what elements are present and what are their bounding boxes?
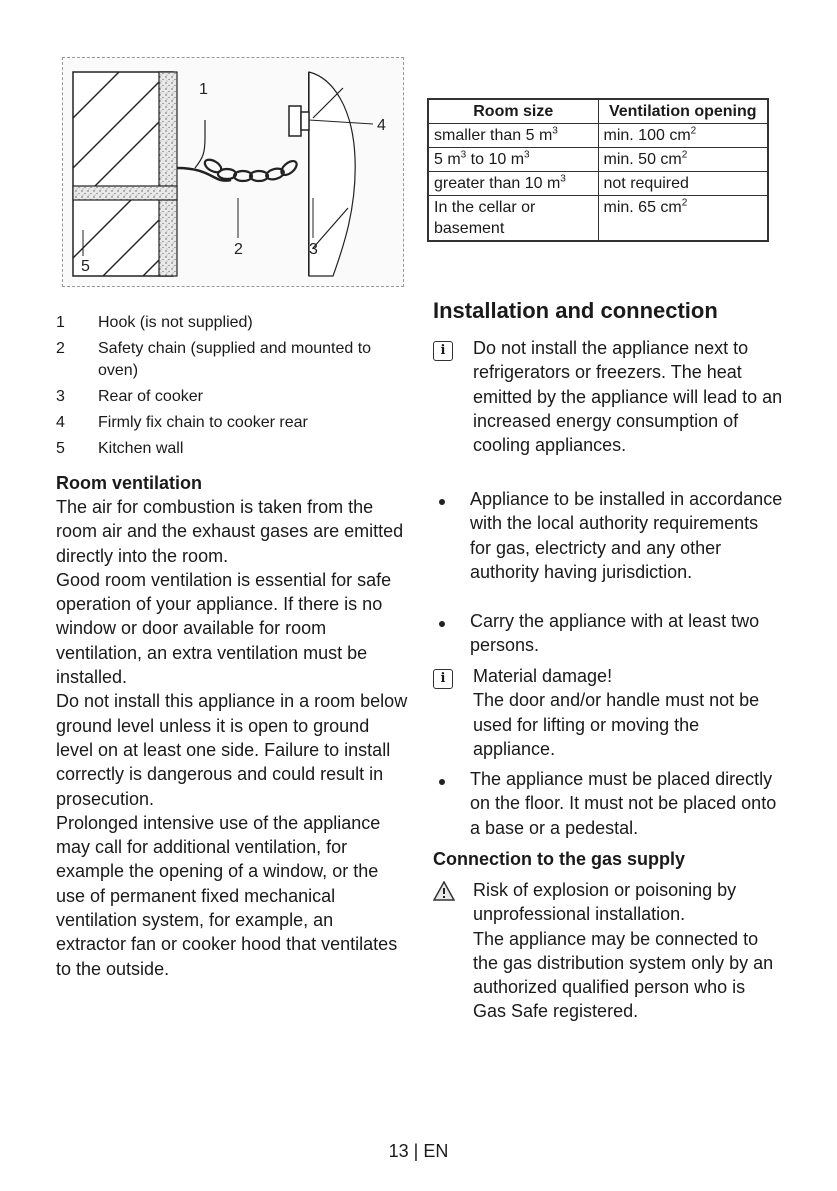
ventilation-table bbox=[427, 98, 769, 242]
table-cell: greater than 10 $m^3$ bbox=[428, 172, 598, 196]
table-row bbox=[428, 172, 768, 196]
table-cell: In the cellar or basement bbox=[428, 196, 598, 242]
info-icon: i bbox=[433, 669, 453, 689]
wall-chain-illustration bbox=[63, 58, 403, 286]
table-row bbox=[428, 196, 768, 242]
column-header: Room size bbox=[428, 99, 598, 124]
installation-heading: Installation and connection bbox=[433, 298, 718, 323]
legend-item: 4 Firmly fix chain to cooker rear bbox=[56, 414, 308, 431]
table-cell: min. 50 $cm^2$ bbox=[598, 148, 768, 172]
column-header: Ventilation opening bbox=[598, 99, 768, 124]
info-icon: i bbox=[433, 341, 453, 361]
bullet-item: Carry the appliance with at least two persons. bbox=[433, 609, 783, 658]
table-header-row bbox=[428, 99, 768, 124]
bullet-icon bbox=[439, 499, 445, 505]
cooker-rear-shape bbox=[289, 72, 373, 276]
room-ventilation-section bbox=[56, 471, 408, 981]
callout-5: 5 bbox=[81, 258, 90, 275]
paragraph: Good room ventilation is essential for safe operation of your appliance. If there is no window or door available for room ventilation, an extra ventilation must be installed. bbox=[56, 569, 392, 688]
callout-4: 4 bbox=[377, 117, 386, 134]
legend-item: 5 Kitchen wall bbox=[56, 440, 184, 457]
bullet-item: Appliance to be installed in accordance with the local authority requirements for gas, electricty and any other authority having jurisdiction. bbox=[433, 487, 783, 584]
table-cell: min. 65 $cm^2$ bbox=[598, 196, 768, 242]
gas-connection-heading: Connection to the gas supply bbox=[433, 849, 686, 869]
table-cell: min. 100 $cm^2$ bbox=[598, 124, 768, 148]
room-ventilation-heading: Room ventilation bbox=[56, 473, 203, 493]
paragraph: Do not install this appliance in a room below ground level unless it is open to ground level on at least one side. Failure to install correctly is dangerous and could result in prosecution. bbox=[56, 691, 408, 809]
table-cell: smaller than 5 $m^3$ bbox=[428, 124, 598, 148]
paragraph: Prolonged intensive use of the appliance may call for additional ventilation, for example the opening of a window, or the use of permanent fixed mechanical ventilation system, for example, an extractor fan or cooker hood that ventilates to the outside. bbox=[56, 812, 398, 979]
table-row bbox=[428, 148, 768, 172]
legend-item: 3 Rear of cooker bbox=[56, 388, 203, 405]
info-note: i Do not install the appliance next to refrigerators or freezers. The heat emitted by the appliance will lead to an increased energy consumption of cooling appliances. bbox=[433, 336, 783, 457]
info-note: i Material damage! The door and/or handle must not be used for lifting or moving the appliance. bbox=[433, 664, 783, 761]
kitchen-wall-shape bbox=[73, 72, 177, 276]
bullet-icon bbox=[439, 621, 445, 627]
table-cell: 5 $m^3$ to 10 $m^3$ bbox=[428, 148, 598, 172]
warning-triangle-icon bbox=[433, 881, 455, 901]
bullet-icon bbox=[439, 779, 445, 785]
legend-item: 2 Safety chain (supplied and mounted to oven) bbox=[56, 340, 372, 379]
callout-1: 1 bbox=[199, 81, 208, 98]
figure-legend bbox=[56, 312, 406, 464]
legend-item: 1 Hook (is not supplied) bbox=[56, 314, 253, 331]
paragraph: The air for combustion is taken from the room air and the exhaust gases are emitted directly into the room. bbox=[56, 497, 404, 566]
callout-3: 3 bbox=[309, 241, 318, 258]
chain-installation-figure bbox=[62, 57, 404, 287]
callout-2: 2 bbox=[234, 241, 243, 258]
table-row bbox=[428, 124, 768, 148]
table-cell: not required bbox=[598, 172, 768, 196]
warning-note: Risk of explosion or poisoning by unprofessional installation. The appliance may be connected to the gas distribution system only by an authorized qualified person who is Gas Safe registered. bbox=[433, 878, 783, 1024]
page-number: 13 | EN bbox=[388, 1141, 449, 1161]
bullet-item: The appliance must be placed directly on the floor. It must not be placed onto a base or a pedestal. bbox=[433, 767, 783, 840]
